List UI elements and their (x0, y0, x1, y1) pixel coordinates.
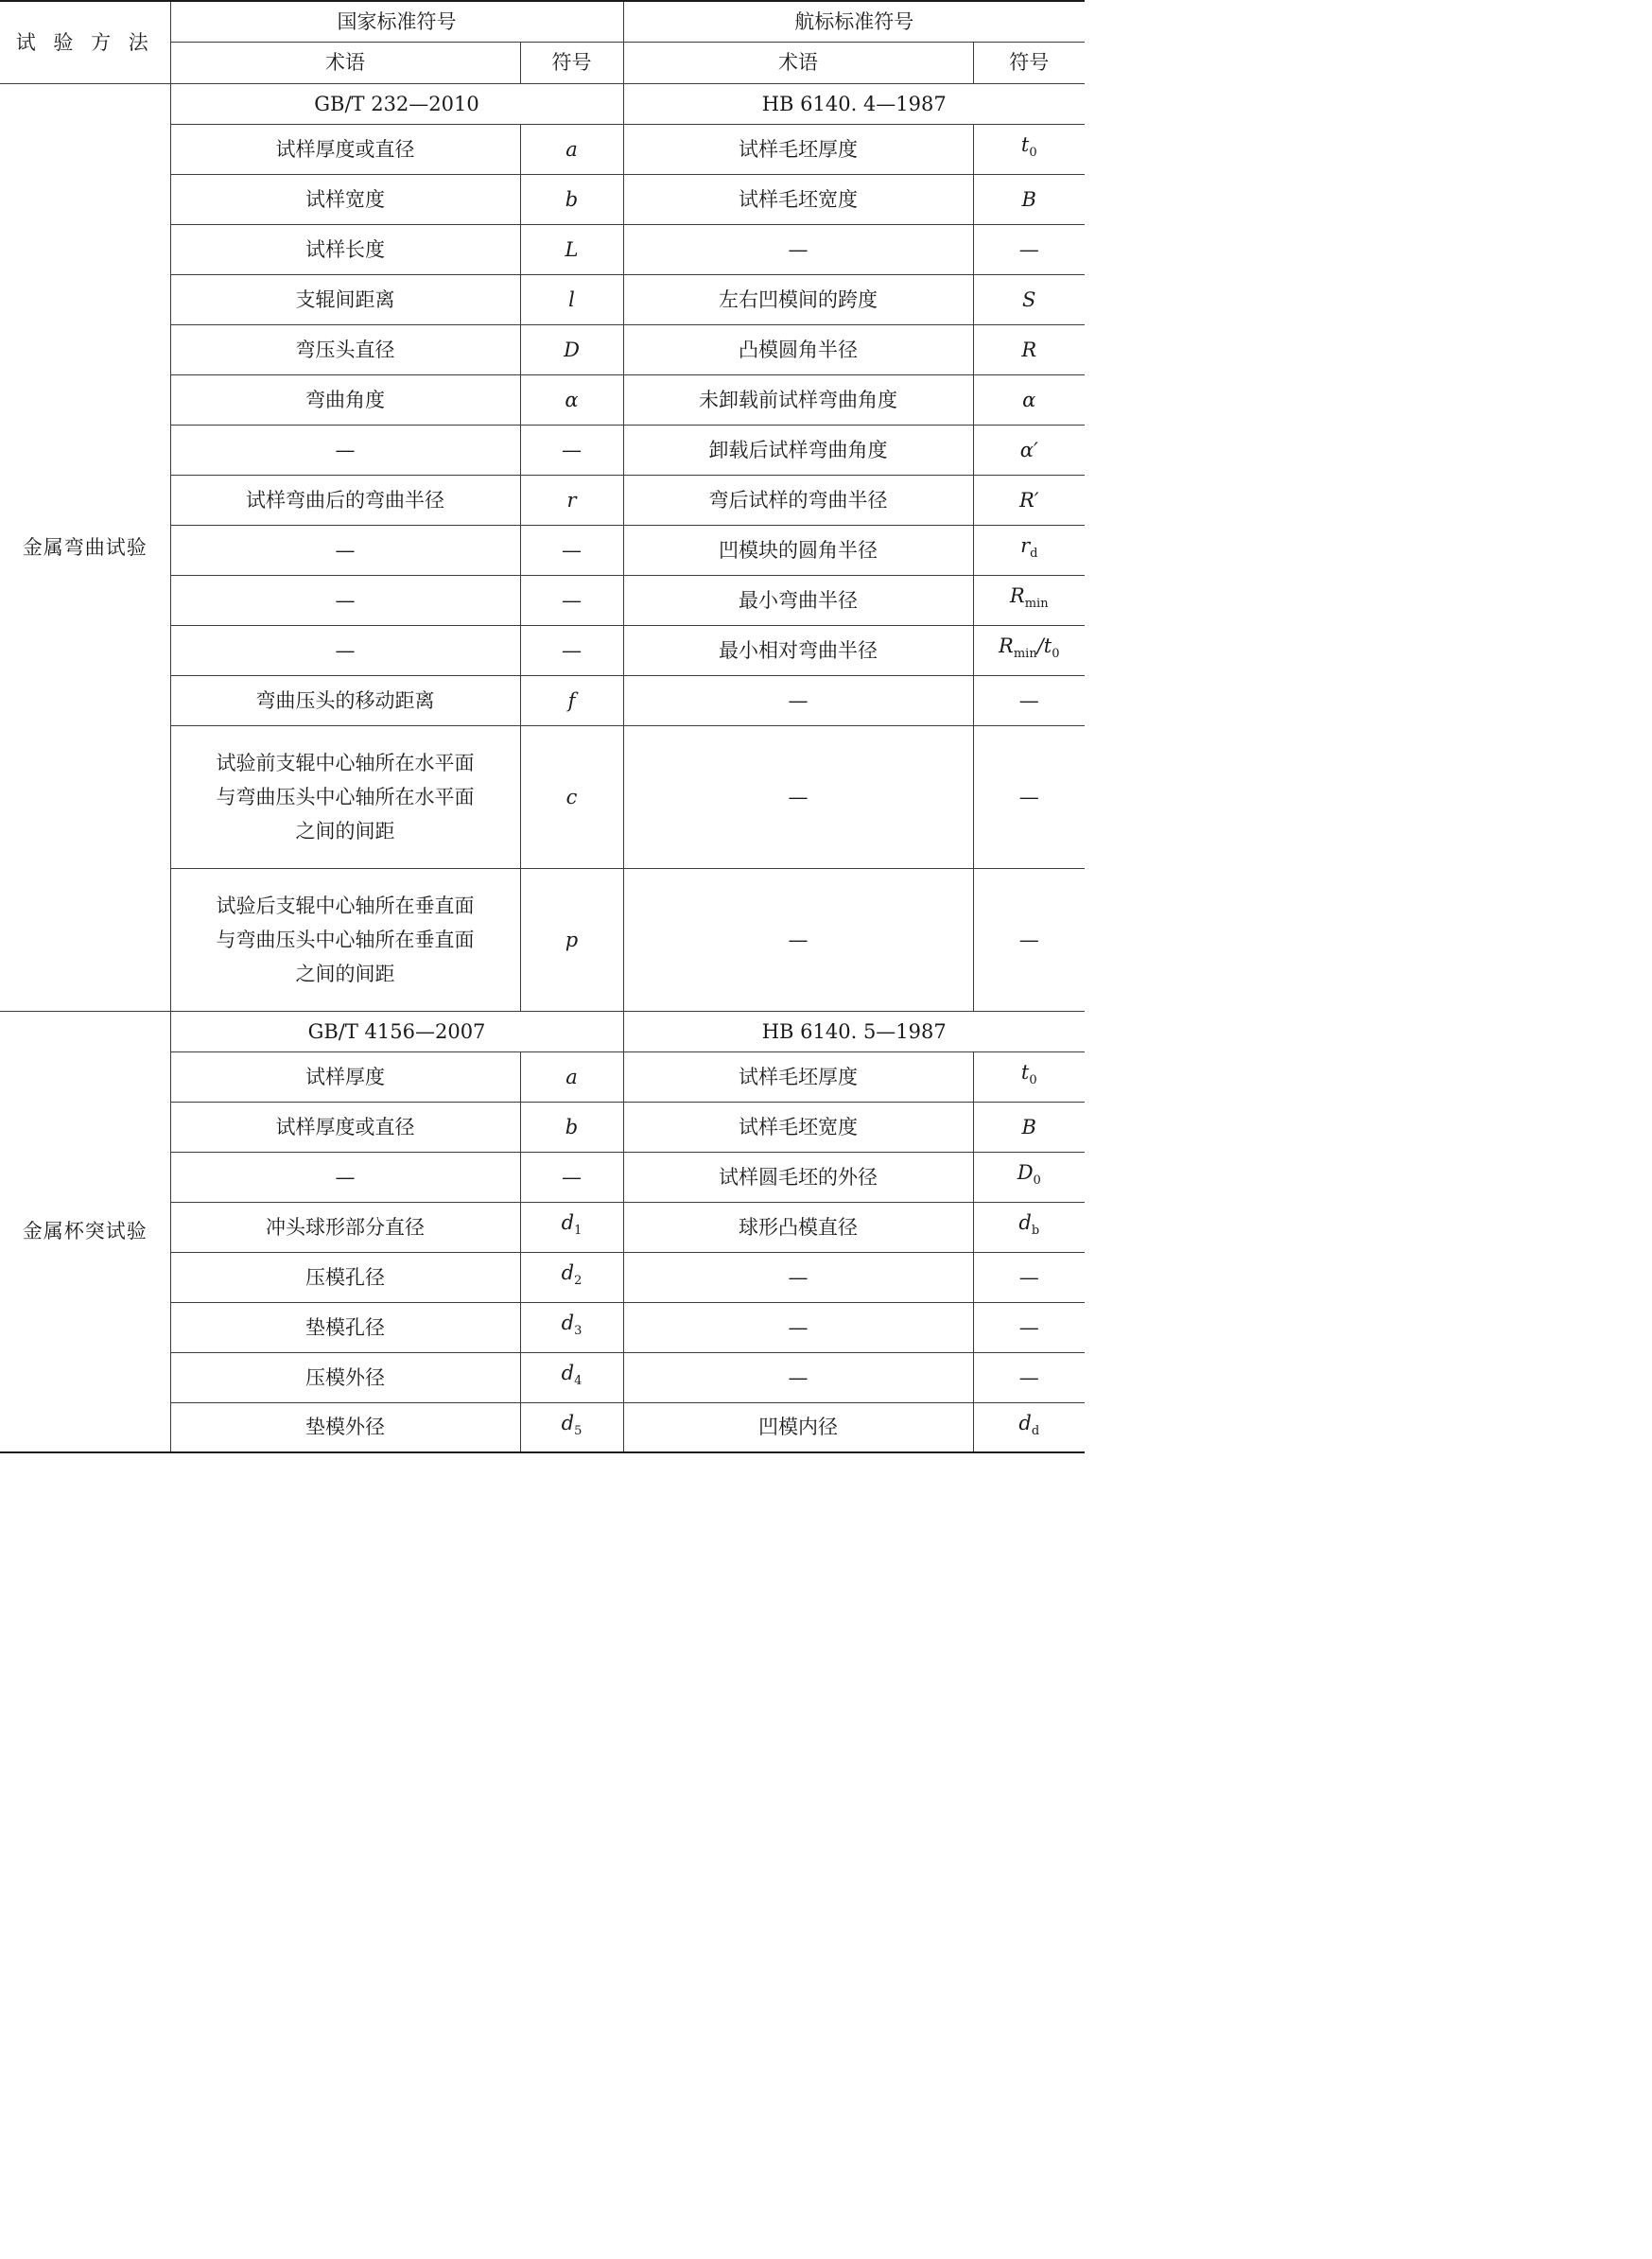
aviation-symbol (973, 174, 1085, 224)
national-symbol (520, 174, 623, 224)
header-national-standard: 国家标准符号 (170, 1, 623, 42)
national-term: 压模孔径 (170, 1252, 520, 1302)
symbol-text (1019, 1266, 1039, 1289)
symbol-text (1022, 1116, 1036, 1138)
symbol-main: d (1018, 1211, 1032, 1234)
symbol-text (568, 689, 576, 712)
aviation-symbol (973, 1202, 1085, 1252)
symbol-main: d (561, 1312, 575, 1334)
symbol-subscript: 4 (574, 1374, 583, 1388)
national-symbol (520, 1051, 623, 1102)
symbol-main: — (562, 1165, 582, 1189)
symbol-text (1018, 1411, 1040, 1438)
symbol-main: B (1021, 1115, 1036, 1138)
aviation-symbol (973, 575, 1085, 625)
symbol-text (562, 539, 582, 562)
symbol-text (565, 1066, 578, 1088)
aviation-symbol (973, 1352, 1085, 1402)
symbol-main: d (561, 1411, 575, 1434)
header-national-symbol: 符号 (520, 42, 623, 83)
symbol-text (1020, 439, 1038, 461)
symbol-main: b (565, 1115, 579, 1138)
symbol-text (1019, 689, 1039, 712)
national-symbol (520, 525, 623, 575)
symbol-subscript: b (1031, 1224, 1040, 1238)
symbol-main: a (565, 1065, 578, 1088)
header-aviation-term: 术语 (623, 42, 973, 83)
aviation-standard-code: HB 6140. 5—1987 (623, 1011, 1085, 1051)
symbol-text (1019, 238, 1039, 261)
national-term: 试样厚度或直径 (170, 124, 520, 174)
national-term: 试样厚度或直径 (170, 1102, 520, 1152)
national-term: 垫模孔径 (170, 1302, 520, 1352)
aviation-term: 左右凹模间的跨度 (623, 274, 973, 324)
national-term: 压模外径 (170, 1352, 520, 1402)
aviation-symbol (973, 1252, 1085, 1302)
symbol-main: B (1021, 187, 1036, 211)
symbol-main: p (565, 928, 579, 951)
aviation-symbol (973, 1402, 1085, 1452)
aviation-symbol (973, 1152, 1085, 1202)
symbol-text (1018, 1211, 1040, 1238)
symbol-main: t (1020, 1061, 1030, 1084)
national-symbol (520, 1302, 623, 1352)
aviation-term: 球形凸模直径 (623, 1202, 973, 1252)
aviation-term: — (623, 868, 973, 1011)
header-method: 试 验 方 法 (0, 1, 170, 83)
aviation-symbol (973, 124, 1085, 174)
aviation-term: 凹模内径 (623, 1402, 973, 1452)
aviation-term: 试样毛坯厚度 (623, 124, 973, 174)
symbol-subscript: 5 (574, 1423, 583, 1438)
symbol-text (564, 339, 580, 361)
symbol-main: R (1009, 584, 1025, 607)
aviation-symbol (973, 224, 1085, 274)
symbol-main: — (1018, 237, 1039, 261)
symbol-text (565, 238, 579, 261)
national-term: 弯曲压头的移动距离 (170, 675, 520, 725)
national-symbol (520, 274, 623, 324)
national-term: 垫模外径 (170, 1402, 520, 1452)
aviation-symbol (973, 525, 1085, 575)
symbol-main: D (1017, 1161, 1034, 1184)
national-term: 弯压头直径 (170, 324, 520, 374)
symbol-main: R (999, 634, 1014, 657)
national-symbol (520, 725, 623, 868)
aviation-symbol (973, 1102, 1085, 1152)
symbol-main: f (567, 688, 576, 712)
aviation-term: — (623, 224, 973, 274)
symbol-main: d (561, 1211, 575, 1234)
symbol-main: — (562, 588, 582, 612)
symbol-text (1022, 188, 1036, 211)
symbol-main: — (562, 438, 582, 461)
symbol-text (566, 786, 578, 808)
aviation-symbol (973, 1051, 1085, 1102)
symbol-main: d (561, 1261, 575, 1284)
symbol-text (565, 1116, 578, 1138)
symbol-text (1009, 584, 1049, 611)
symbol-text (562, 1166, 582, 1189)
symbol-subscript: d (1030, 547, 1038, 561)
symbol-subscript: 0 (1033, 1173, 1041, 1188)
standards-row (0, 83, 1085, 124)
aviation-term: 弯后试样的弯曲半径 (623, 475, 973, 525)
national-symbol (520, 475, 623, 525)
symbol-text (1019, 489, 1039, 512)
national-symbol (520, 675, 623, 725)
national-symbol (520, 1152, 623, 1202)
symbol-comparison-table (0, 0, 1085, 1453)
symbol-main: α (1022, 388, 1036, 411)
symbol-text (568, 288, 575, 311)
symbol-main: r (1020, 534, 1031, 557)
symbol-main: a (565, 137, 578, 161)
header-aviation-symbol: 符号 (973, 42, 1085, 83)
aviation-symbol (973, 725, 1085, 868)
national-symbol (520, 1252, 623, 1302)
national-symbol (520, 1202, 623, 1252)
national-symbol (520, 324, 623, 374)
symbol-text (1022, 389, 1035, 411)
national-symbol (520, 374, 623, 425)
aviation-symbol (973, 425, 1085, 475)
aviation-symbol (973, 274, 1085, 324)
aviation-term: 试样圆毛坯的外径 (623, 1152, 973, 1202)
national-term (170, 868, 520, 1011)
national-symbol (520, 575, 623, 625)
aviation-symbol (973, 625, 1085, 675)
aviation-term: 凹模块的圆角半径 (623, 525, 973, 575)
symbol-main: d (561, 1362, 575, 1384)
symbol-main: — (562, 638, 582, 662)
header-national-term: 术语 (170, 42, 520, 83)
national-standard-code: GB/T 4156—2007 (170, 1011, 623, 1051)
national-term: 试样长度 (170, 224, 520, 274)
symbol-main: d (1018, 1411, 1032, 1434)
symbol-text (565, 188, 578, 211)
symbol-main: b (565, 187, 579, 211)
national-term: — (170, 425, 520, 475)
aviation-symbol (973, 374, 1085, 425)
aviation-standard-code: HB 6140. 4—1987 (623, 83, 1085, 124)
symbol-text (1019, 1366, 1039, 1389)
symbol-subscript: min (1024, 597, 1049, 611)
national-symbol (520, 1402, 623, 1452)
symbol-text (562, 439, 582, 461)
national-term-line: 之间的间距 (295, 962, 395, 985)
national-term: — (170, 1152, 520, 1202)
symbol-text (1022, 288, 1035, 311)
aviation-term: — (623, 1352, 973, 1402)
symbol-main: S (1022, 287, 1036, 311)
symbol-main: c (565, 785, 578, 808)
aviation-symbol (973, 868, 1085, 1011)
national-symbol (520, 625, 623, 675)
aviation-term: 试样毛坯宽度 (623, 174, 973, 224)
national-term: 试样弯曲后的弯曲半径 (170, 475, 520, 525)
national-term: 支辊间距离 (170, 274, 520, 324)
symbol-main: α′ (1019, 438, 1038, 461)
symbol-text (1019, 1316, 1039, 1339)
aviation-term: 最小相对弯曲半径 (623, 625, 973, 675)
symbol-text (1021, 339, 1036, 361)
national-symbol (520, 1352, 623, 1402)
national-term: 试样宽度 (170, 174, 520, 224)
symbol-text (1019, 786, 1039, 808)
standards-row (0, 1011, 1085, 1051)
aviation-term: — (623, 675, 973, 725)
aviation-term: 试样毛坯宽度 (623, 1102, 973, 1152)
symbol-text (562, 589, 582, 612)
symbol-text (562, 639, 582, 662)
national-symbol (520, 224, 623, 274)
symbol-text (561, 1362, 583, 1388)
aviation-term: 未卸载前试样弯曲角度 (623, 374, 973, 425)
header-aviation-standard: 航标标准符号 (623, 1, 1085, 42)
symbol-text (565, 929, 578, 951)
aviation-term: — (623, 1302, 973, 1352)
national-term-line: 试验前支辊中心轴所在水平面 (216, 751, 475, 774)
symbol-text (566, 489, 576, 512)
national-term: — (170, 575, 520, 625)
national-symbol (520, 868, 623, 1011)
aviation-term: 最小弯曲半径 (623, 575, 973, 625)
symbol-subscript: 2 (574, 1274, 583, 1288)
symbol-text (999, 634, 1060, 661)
symbol-subscript: d (1031, 1423, 1040, 1438)
national-term: — (170, 625, 520, 675)
national-standard-code: GB/T 232—2010 (170, 83, 623, 124)
aviation-symbol (973, 675, 1085, 725)
national-term: — (170, 525, 520, 575)
symbol-text (561, 1211, 583, 1238)
aviation-symbol (973, 324, 1085, 374)
symbol-main: — (562, 538, 582, 562)
symbol-main: — (1018, 785, 1039, 808)
symbol-main: α (565, 388, 579, 411)
symbol-subscript: 1 (574, 1224, 583, 1238)
symbol-text (1019, 929, 1039, 951)
symbol-main: R (1021, 338, 1037, 361)
national-symbol (520, 124, 623, 174)
symbol-subscript: 3 (574, 1324, 583, 1338)
symbol-text (1020, 534, 1038, 561)
national-term: 弯曲角度 (170, 374, 520, 425)
table-body (0, 83, 1085, 1452)
symbol-main: L (565, 237, 579, 261)
symbol-main: t (1020, 133, 1030, 156)
aviation-term: — (623, 725, 973, 868)
national-term-line: 试验后支辊中心轴所在垂直面 (216, 894, 475, 917)
symbol-main: — (1018, 1315, 1039, 1339)
aviation-term: 试样毛坯厚度 (623, 1051, 973, 1102)
national-term-line: 与弯曲压头中心轴所在水平面 (216, 785, 475, 808)
symbol-subscript: min (1013, 647, 1037, 661)
symbol-text (561, 1261, 583, 1288)
aviation-symbol (973, 475, 1085, 525)
national-term: 冲头球形部分直径 (170, 1202, 520, 1252)
aviation-term: — (623, 1252, 973, 1302)
symbol-text (1020, 133, 1037, 160)
aviation-term: 凸模圆角半径 (623, 324, 973, 374)
national-symbol (520, 1102, 623, 1152)
symbol-text (565, 389, 578, 411)
symbol-main: l (568, 287, 575, 311)
aviation-symbol (973, 1302, 1085, 1352)
symbol-main: r (566, 488, 577, 512)
symbol-tail-subscript: 0 (1052, 647, 1060, 661)
symbol-text (565, 138, 578, 161)
symbol-subscript: 0 (1029, 1073, 1037, 1087)
symbol-main: — (1018, 1265, 1039, 1289)
symbol-main: R′ (1018, 488, 1039, 512)
symbol-text (561, 1411, 583, 1438)
symbol-text (1017, 1161, 1041, 1188)
aviation-term: 卸载后试样弯曲角度 (623, 425, 973, 475)
symbol-main: D (564, 338, 580, 361)
symbol-subscript: 0 (1029, 146, 1037, 160)
national-symbol (520, 425, 623, 475)
symbol-text (1020, 1061, 1037, 1087)
symbol-text (561, 1312, 583, 1338)
test-method-cell: 金属弯曲试验 (0, 83, 170, 1011)
symbol-tail: /t (1036, 634, 1052, 657)
national-term (170, 725, 520, 868)
national-term-line: 与弯曲压头中心轴所在垂直面 (216, 928, 475, 951)
symbol-main: — (1018, 688, 1039, 712)
test-method-cell: 金属杯突试验 (0, 1011, 170, 1452)
national-term-line: 之间的间距 (295, 819, 395, 843)
national-term: 试样厚度 (170, 1051, 520, 1102)
symbol-main: — (1018, 928, 1039, 951)
symbol-main: — (1018, 1365, 1039, 1389)
